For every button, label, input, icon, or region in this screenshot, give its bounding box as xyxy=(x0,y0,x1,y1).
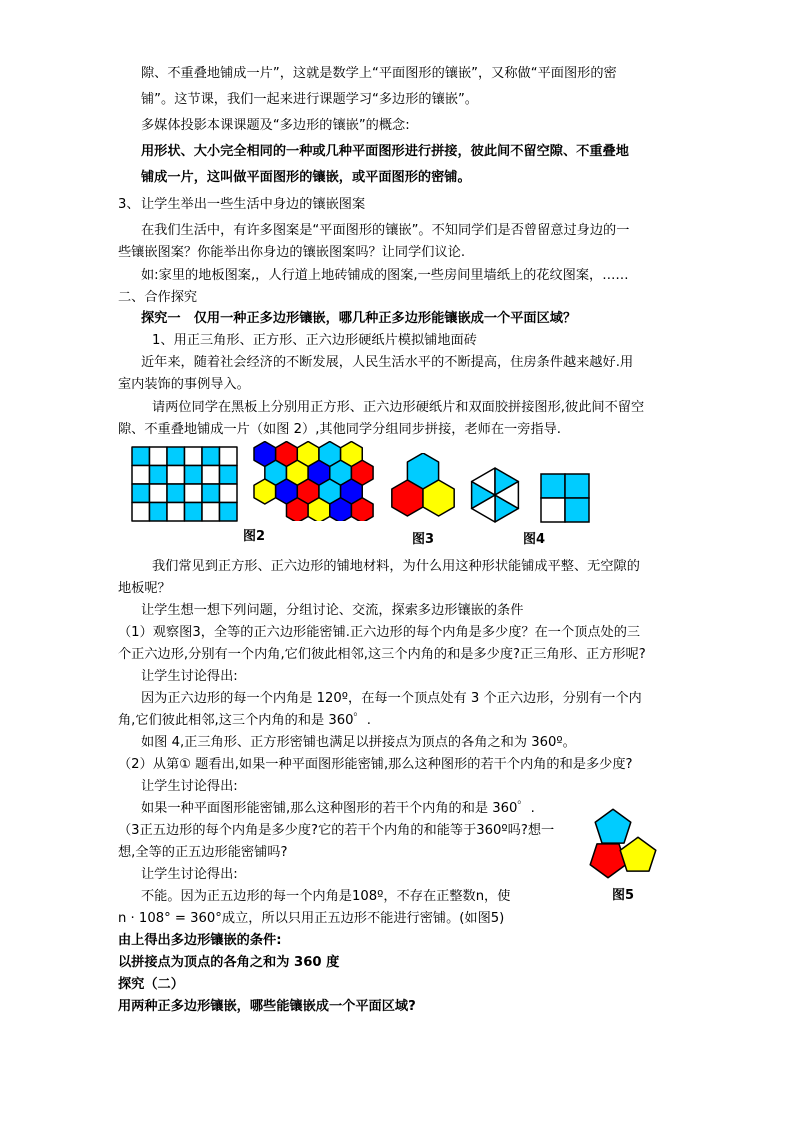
figure-4-four-squares xyxy=(540,473,592,525)
text-line: 隙、不重叠地铺成一片（如图 2）,其他同学分组同步拼接，老师在一旁指导. xyxy=(118,422,561,437)
grid-square xyxy=(167,447,185,466)
text-line: 近年来，随着社会经济的不断发展，人民生活水平的不断提高，住房条件越来越好.用 xyxy=(141,355,634,370)
text-line: 地板呢？ xyxy=(118,581,171,596)
text-line: 如图 4,正三角形、正方形密铺也满足以拼接点为顶点的各角之和为 360º。 xyxy=(141,735,576,750)
text-line: 让学生讨论得出: xyxy=(141,779,238,794)
pentagon-yellow xyxy=(620,837,656,871)
grid-square xyxy=(167,503,185,522)
text-line: 个正六边形,分别有一个内角,它们彼此相邻,这三个内角的和是多少度?正三角形、正方形呢? xyxy=(118,647,646,662)
text-line: 不能。因为正五边形的每一个内角是108º，不存在正整数n，使 xyxy=(141,889,511,904)
text-line: n · 108° = 360°成立，所以只用正五边形不能进行密铺。(如图5) xyxy=(118,911,505,926)
text-line: 让学生举出一些生活中身边的镶嵌图案 xyxy=(141,197,366,212)
grid-square xyxy=(132,466,150,485)
figure-4-caption: 图4 xyxy=(523,532,546,547)
text-line: 1、用正三角形、正方形、正六边形硬纸片模拟铺地面砖 xyxy=(152,333,477,348)
figure-2-caption: 图2 xyxy=(243,529,266,544)
figure-5-caption: 图5 xyxy=(612,888,635,903)
text-line: 如:家里的地板图案,，人行道上地砖铺成的图案,一些房间里墙纸上的花纹图案，…… xyxy=(141,268,629,283)
pentagon-cyan xyxy=(595,809,631,843)
definition-line: 用形状、大小完全相同的一种或几种平面图形进行拼接，彼此间不留空隙、不重叠地 xyxy=(141,144,629,159)
subsection-heading: 探究（二） xyxy=(118,977,184,992)
grid-square xyxy=(150,503,168,522)
grid-square xyxy=(185,447,203,466)
text-line: 让学生想一想下列问题，分组讨论、交流，探索多边形镶嵌的条件 xyxy=(141,603,524,618)
text-line: 多媒体投影本课课题及“多边形的镶嵌”的概念: xyxy=(141,118,410,133)
grid-square xyxy=(150,484,168,503)
conclusion-heading: 由上得出多边形镶嵌的条件: xyxy=(118,933,282,948)
figure-3-caption: 图3 xyxy=(412,532,435,547)
list-number: 3、 xyxy=(118,197,140,212)
grid-square xyxy=(185,484,203,503)
figure-2-square-tiling xyxy=(131,446,239,522)
text-line: 想,全等的正五边形能密铺吗? xyxy=(118,845,288,860)
grid-square xyxy=(185,503,203,522)
tiling-hexagon xyxy=(254,479,276,504)
figure-3-three-hexagons xyxy=(385,453,461,525)
grid-square xyxy=(220,447,238,466)
figure-4-triangles-hexagon xyxy=(466,465,524,525)
grid-square xyxy=(132,484,150,503)
text-line: 隙、不重叠地铺成一片”，这就是数学上“平面图形的镶嵌”，又称做“平面图形的密 xyxy=(141,66,617,81)
text-line: 角,它们彼此相邻,这三个内角的和是 360゜. xyxy=(118,713,371,728)
text-line: 让学生讨论得出: xyxy=(141,867,238,882)
section-heading: 二、合作探究 xyxy=(118,290,198,305)
figure-2-hexagon-tiling xyxy=(248,441,380,521)
grid-square xyxy=(167,484,185,503)
text-line: 些镶嵌图案？你能举出你身边的镶嵌图案吗？让同学们议论. xyxy=(118,245,466,260)
grid-square xyxy=(202,466,220,485)
grid-square xyxy=(202,484,220,503)
grid-square xyxy=(220,503,238,522)
conclusion-statement: 以拼接点为顶点的各角之和为 360 度 xyxy=(118,955,340,970)
subsection-heading: 用两种正多边形镶嵌，哪些能镶嵌成一个平面区域? xyxy=(118,999,416,1014)
text-line: （1）观察图3，全等的正六边形能密铺.正六边形的每个内角是多少度？在一个顶点处的三 xyxy=(118,625,641,640)
text-line: 请两位同学在黑板上分别用正方形、正六边形硬纸片和双面胶拼接图形,彼此间不留空 xyxy=(152,400,645,415)
grid-square xyxy=(132,447,150,466)
text-line: 铺”。这节课，我们一起来进行课题学习“多边形的镶嵌”。 xyxy=(141,92,478,107)
text-line: 我们常见到正方形、正六边形的铺地材料，为什么用这种形状能铺成平整、无空隙的 xyxy=(152,559,640,574)
grid-square xyxy=(220,484,238,503)
pentagon-red xyxy=(590,844,626,878)
text-line: 在我们生活中，有许多图案是“平面图形的镶嵌”。不知同学们是否曾留意过身边的一 xyxy=(141,223,630,238)
grid-square xyxy=(202,503,220,522)
grid-square xyxy=(150,447,168,466)
grid-square xyxy=(185,466,203,485)
figure-5-three-pentagons xyxy=(588,806,664,880)
grid-square xyxy=(202,447,220,466)
grid-square xyxy=(132,503,150,522)
grid-square xyxy=(220,466,238,485)
text-line: 因为正六边形的每一个内角是 120º，在每一个顶点处有 3 个正六边形，分别有一个内 xyxy=(141,691,642,706)
text-line: （3正五边形的每个内角是多少度?它的若干个内角的和能等于360º吗?想一 xyxy=(118,823,555,838)
subsection-heading: 探究一 仅用一种正多边形镶嵌，哪几种正多边形能镶嵌成一个平面区域？ xyxy=(141,311,577,326)
text-line: 让学生讨论得出: xyxy=(141,669,238,684)
grid-square xyxy=(167,466,185,485)
text-line: （2）从第① 题看出,如果一种平面图形能密铺,那么这种图形的若干个内角的和是多少度? xyxy=(118,757,633,772)
text-line: 如果一种平面图形能密铺,那么这种图形的若干个内角的和是 360゜. xyxy=(141,801,535,816)
text-line: 室内装饰的事例导入。 xyxy=(118,377,250,392)
definition-line: 铺成一片，这叫做平面图形的镶嵌，或平面图形的密铺。 xyxy=(141,170,471,185)
grid-square xyxy=(150,466,168,485)
